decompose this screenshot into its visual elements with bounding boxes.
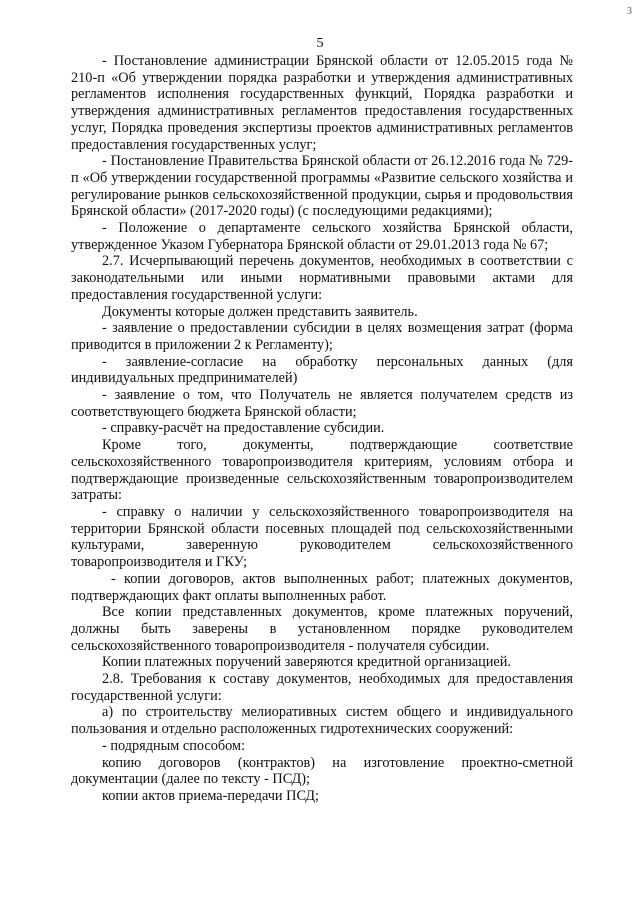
paragraph: - Постановление Правительства Брянской области от 26.12.2016 года № 729-п «Об утверждении государственной программы «Развитие сельского хозяйства и регулирование рынков сельскохозяйственной продукции, сырья и продовольствия Брянской области» (2017-2020 годы) (с последующими редакциями); — [71, 153, 573, 220]
paragraph: - Постановление администрации Брянской области от 12.05.2015 года № 210-п «Об утверждении порядка разработки и утверждения административных регламентов исполнения государственных функций, Порядка разработки и утверждения административных регламентов предоставления государственных услуг, Порядка проведения экспертизы проектов административных регламентов предоставления государственных услуг; — [71, 53, 573, 153]
paragraph: 2.7. Исчерпывающий перечень документов, необходимых в соответствии с законодательными или иными нормативными правовыми актами для предоставления государственной услуги: — [71, 253, 573, 303]
paragraph: - копии договоров, актов выполненных работ; платежных документов, подтверждающих факт оплаты выполненных работ. — [71, 570, 573, 604]
paragraph: Документы которые должен представить заявитель. — [102, 303, 418, 320]
paragraph: копии актов приема-передачи ПСД; — [102, 787, 320, 804]
document-body — [71, 53, 573, 805]
paragraph: Копии платежных поручений заверяются кредитной организацией. — [102, 654, 511, 671]
paragraph: копию договоров (контрактов) на изготовление проектно-сметной документации (далее по тексту - ПСД); — [71, 754, 573, 788]
paragraph: - подрядным способом: — [102, 737, 246, 754]
corner-mark: 3 — [627, 6, 632, 17]
paragraph: - Положение о департаменте сельского хозяйства Брянской области, утвержденное Указом Губернатора Брянской области от 29.01.2013 года № 67; — [71, 220, 573, 253]
paragraph: а) по строительству мелиоративных систем общего и индивидуального пользования и отдельно расположенных гидротехнических сооружений: — [71, 704, 573, 738]
page-number: 5 — [316, 36, 324, 51]
paragraph: - заявление о том, что Получатель не является получателем средств из соответствующего бюджета Брянской области; — [71, 387, 573, 420]
paragraph: - заявление-согласие на обработку персональных данных (для индивидуальных предпринимателей) — [71, 353, 573, 387]
paragraph: Все копии представленных документов, кроме платежных поручений, должны быть заверены в установленном порядке руководителем сельскохозяйственного товаропроизводителя - получателя субсидии. — [71, 604, 573, 654]
paragraph: - справку о наличии у сельскохозяйственного товаропроизводителя на территории Брянской области посевных площадей под сельскохозяйственными культурами, заверенную руководителем сельскохозяйственного товаропроизводителя и ГКУ; — [71, 503, 573, 571]
paragraph: 2.8. Требования к составу документов, необходимых для предоставления государственной услуги: — [71, 671, 573, 704]
paragraph: - заявление о предоставлении субсидии в целях возмещения затрат (форма приводится в приложении 2 к Регламенту); — [71, 320, 573, 353]
paragraph: Кроме того, документы, подтверждающие соответствие сельскохозяйственного товаропроизводителя критериям, условиям отбора и подтверждающие произведенные сельскохозяйственным товаропроизводителем затраты: — [71, 437, 573, 504]
paragraph: - справку-расчёт на предоставление субсидии. — [102, 420, 385, 437]
